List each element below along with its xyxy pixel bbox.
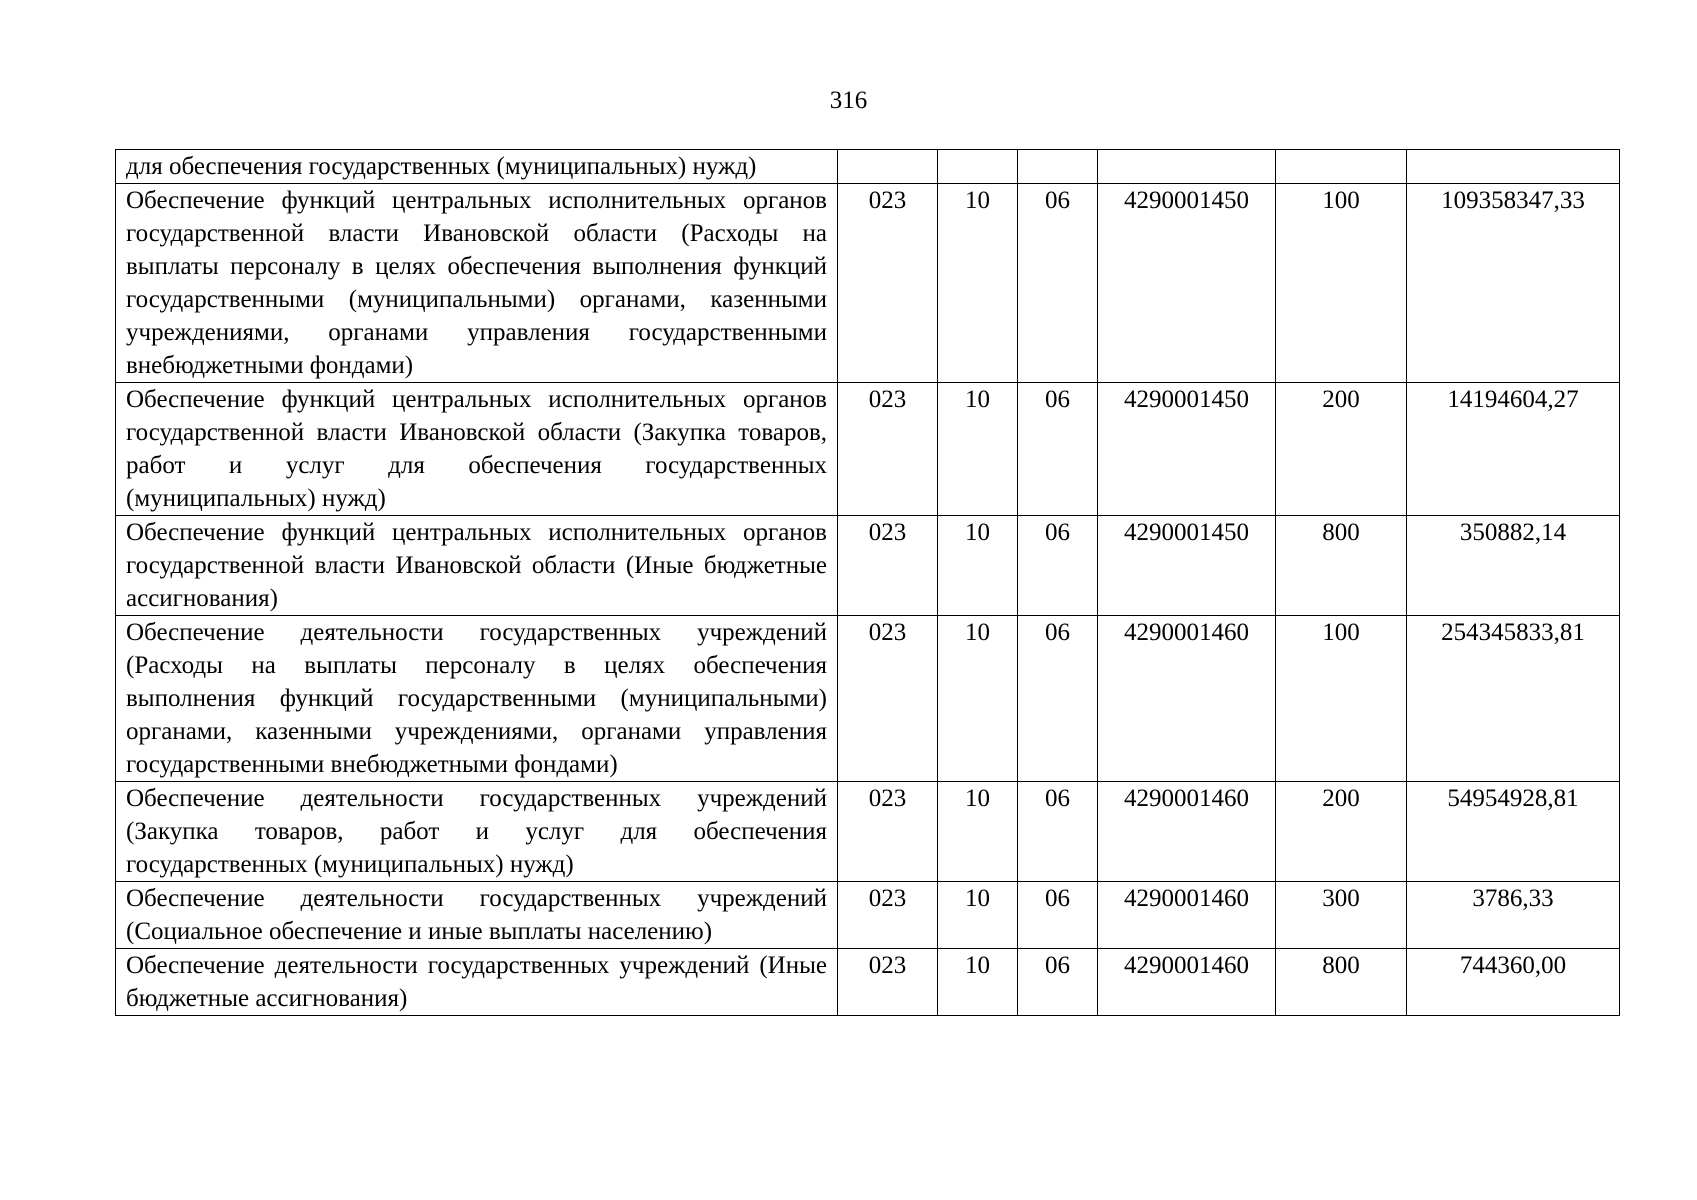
row-amount: 254345833,81 [1407, 616, 1620, 782]
row-ministry-code: 023 [838, 383, 938, 516]
row-section-code [938, 150, 1018, 184]
row-section-code: 10 [938, 882, 1018, 949]
table-row [116, 516, 1620, 616]
row-description: Обеспечение деятельности государственных учреждений (Социальное обеспечение и иные выплаты населению) [116, 882, 838, 949]
row-subsection-code: 06 [1018, 782, 1098, 882]
row-subsection-code: 06 [1018, 949, 1098, 1016]
table-row [116, 949, 1620, 1016]
row-subsection-code: 06 [1018, 616, 1098, 782]
row-description: для обеспечения государственных (муниципальных) нужд) [116, 150, 838, 184]
row-target-article: 4290001460 [1098, 616, 1276, 782]
table-row [116, 383, 1620, 516]
row-description: Обеспечение функций центральных исполнительных органов государственной власти Ивановской области (Иные бюджетные ассигнования) [116, 516, 838, 616]
row-description: Обеспечение деятельности государственных учреждений (Расходы на выплаты персоналу в целях обеспечения выполнения функций государственными (муниципальными) органами, казенными учреждениями, органами управления государственными внебюджетными фондами) [116, 616, 838, 782]
row-amount: 350882,14 [1407, 516, 1620, 616]
row-expense-type: 200 [1276, 383, 1407, 516]
table-row [116, 616, 1620, 782]
row-target-article: 4290001460 [1098, 949, 1276, 1016]
row-amount: 14194604,27 [1407, 383, 1620, 516]
row-subsection-code: 06 [1018, 882, 1098, 949]
row-expense-type: 800 [1276, 949, 1407, 1016]
page-number: 316 [829, 87, 868, 114]
row-description: Обеспечение деятельности государственных учреждений (Закупка товаров, работ и услуг для обеспечения государственных (муниципальных) нужд) [116, 782, 838, 882]
row-ministry-code: 023 [838, 616, 938, 782]
row-ministry-code: 023 [838, 949, 938, 1016]
row-target-article: 4290001450 [1098, 184, 1276, 383]
row-expense-type: 200 [1276, 782, 1407, 882]
row-expense-type: 800 [1276, 516, 1407, 616]
row-section-code: 10 [938, 782, 1018, 882]
row-amount: 3786,33 [1407, 882, 1620, 949]
table-row [116, 782, 1620, 882]
table-row [116, 184, 1620, 383]
row-subsection-code: 06 [1018, 184, 1098, 383]
row-target-article [1098, 150, 1276, 184]
budget-table [115, 149, 1620, 1016]
row-subsection-code [1018, 150, 1098, 184]
row-expense-type: 100 [1276, 184, 1407, 383]
row-expense-type [1276, 150, 1407, 184]
row-ministry-code: 023 [838, 184, 938, 383]
table-row [116, 150, 1620, 184]
row-description: Обеспечение функций центральных исполнительных органов государственной власти Ивановской области (Расходы на выплаты персоналу в целях обеспечения выполнения функций государственными (муниципальными) органами, казенными учреждениями, органами управления государственными внебюджетными фондами) [116, 184, 838, 383]
row-target-article: 4290001450 [1098, 516, 1276, 616]
row-amount: 54954928,81 [1407, 782, 1620, 882]
row-amount [1407, 150, 1620, 184]
row-section-code: 10 [938, 516, 1018, 616]
row-section-code: 10 [938, 616, 1018, 782]
row-target-article: 4290001450 [1098, 383, 1276, 516]
row-target-article: 4290001460 [1098, 782, 1276, 882]
row-description: Обеспечение функций центральных исполнительных органов государственной власти Ивановской области (Закупка товаров, работ и услуг для обеспечения государственных (муниципальных) нужд) [116, 383, 838, 516]
row-ministry-code: 023 [838, 782, 938, 882]
row-amount: 744360,00 [1407, 949, 1620, 1016]
row-section-code: 10 [938, 184, 1018, 383]
row-ministry-code: 023 [838, 516, 938, 616]
row-amount: 109358347,33 [1407, 184, 1620, 383]
table-row [116, 882, 1620, 949]
row-ministry-code [838, 150, 938, 184]
row-subsection-code: 06 [1018, 516, 1098, 616]
row-section-code: 10 [938, 383, 1018, 516]
row-subsection-code: 06 [1018, 383, 1098, 516]
row-section-code: 10 [938, 949, 1018, 1016]
row-target-article: 4290001460 [1098, 882, 1276, 949]
row-expense-type: 100 [1276, 616, 1407, 782]
row-expense-type: 300 [1276, 882, 1407, 949]
row-ministry-code: 023 [838, 882, 938, 949]
row-description: Обеспечение деятельности государственных учреждений (Иные бюджетные ассигнования) [116, 949, 838, 1016]
